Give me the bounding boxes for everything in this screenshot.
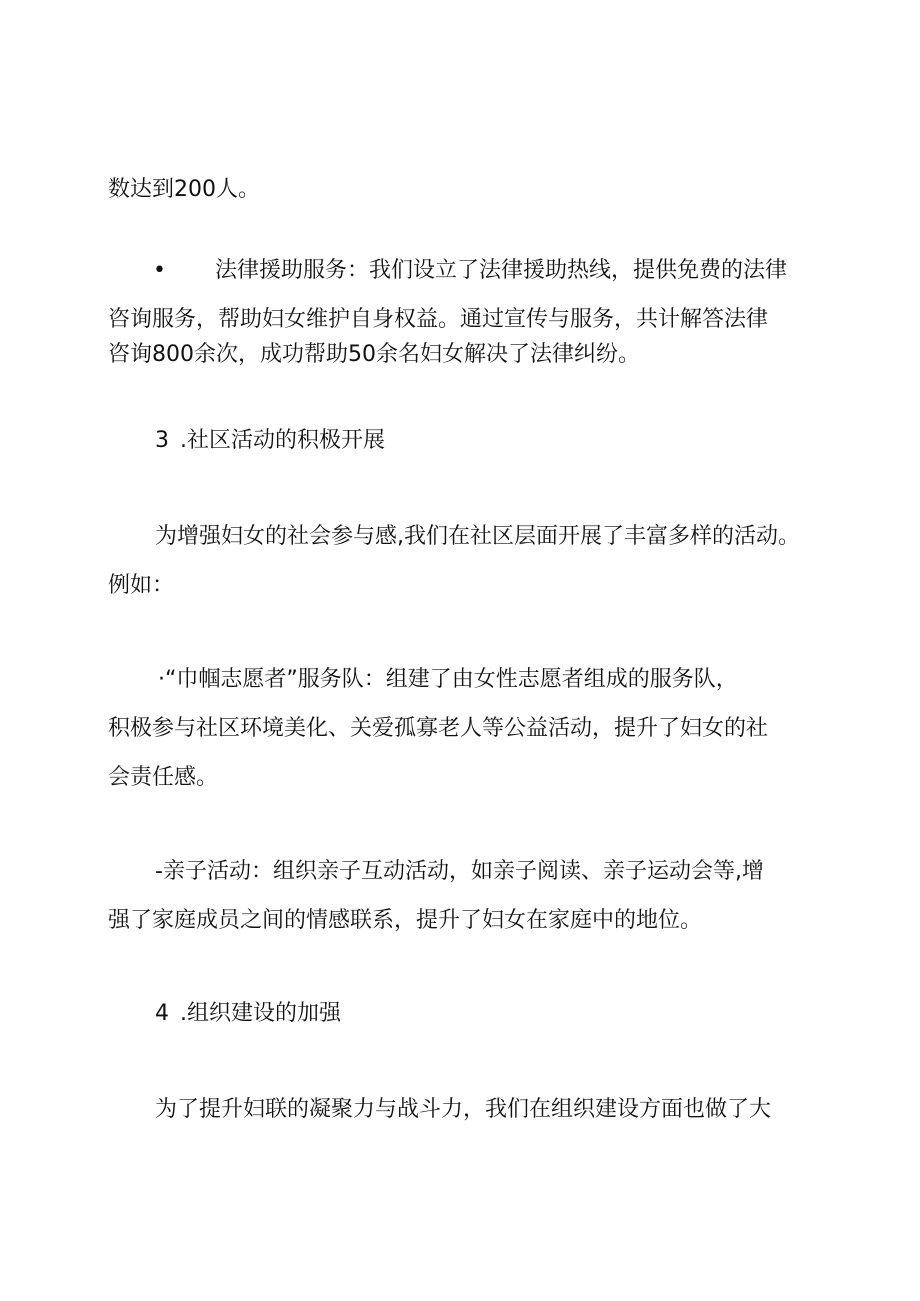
section-number: 3: [155, 428, 169, 453]
paragraph-line: 数达到200人。: [108, 177, 260, 202]
paragraph-line: 会责任感。: [108, 765, 219, 790]
bullet-marker: •: [153, 258, 166, 283]
paragraph-line: 咨询800余次，成功帮助50余名妇女解决了法律纠纷。: [108, 342, 640, 367]
paragraph-line: 积极参与社区环境美化、关爱孤寡老人等公益活动，提升了妇女的社: [108, 716, 769, 741]
section-heading: .组织建设的加强: [180, 1001, 341, 1026]
paragraph-line: 强了家庭成员之间的情感联系，提升了妇女在家庭中的地位。: [108, 908, 703, 933]
paragraph-line: 为增强妇女的社会参与感,我们在社区层面开展了丰富多样的活动。: [155, 524, 800, 549]
section-number: 4: [155, 1001, 169, 1026]
paragraph-line: 例如：: [108, 573, 175, 598]
paragraph-line: 咨询服务，帮助妇女维护自身权益。通过宣传与服务，共计解答法律: [108, 307, 769, 332]
paragraph-line: 法律援助服务：我们设立了法律援助热线，提供免费的法律: [215, 258, 788, 283]
section-heading: .社区活动的积极开展: [180, 428, 385, 453]
paragraph-line: ·“巾帼志愿者”服务队：组建了由女性志愿者组成的服务队，: [158, 667, 738, 692]
paragraph-line: 为了提升妇联的凝聚力与战斗力，我们在组织建设方面也做了大: [155, 1097, 772, 1122]
paragraph-line: -亲子活动：组织亲子互动活动，如亲子阅读、亲子运动会等,增: [155, 859, 764, 884]
